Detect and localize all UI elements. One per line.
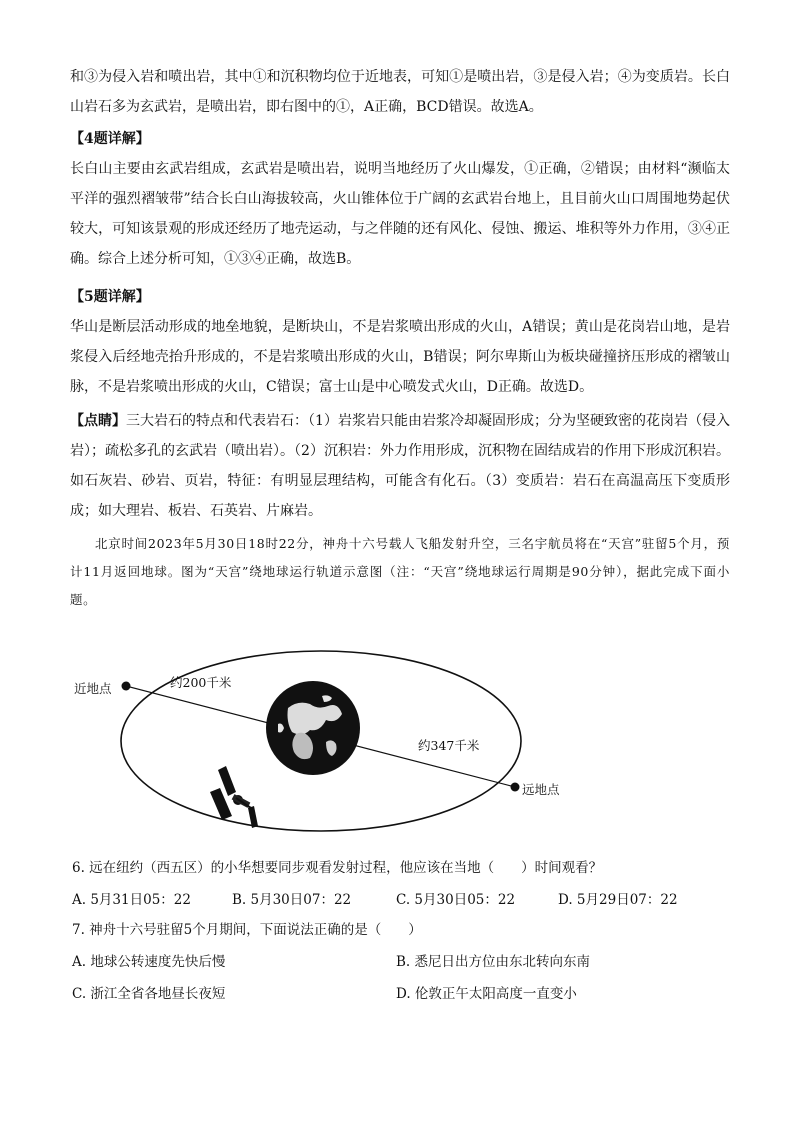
far-distance-label: 约347千米 <box>418 738 480 753</box>
q6-stem: 6. 远在纽约（西五区）的小华想要同步观看发射过程，他应该在当地（ ）时间观看？ <box>72 860 603 876</box>
q6-options <box>72 890 732 910</box>
earth-icon <box>266 681 360 775</box>
perigee-label: 近地点 <box>74 681 112 696</box>
q5-explanation: 华山是断层活动形成的地垒地貌，是断块山，不是岩浆喷出形成的火山，A错误；黄山是花岗岩山地，是岩浆侵入后经地壳抬升形成的，不是岩浆喷出形成的火山，B错误；阿尔卑斯山为板块碰撞挤压形成的褶皱山脉，不是岩浆喷出形成的火山，C错误；富士山是中心喷发式火山，D正确。故选D。 <box>70 319 730 395</box>
q4-explanation: 长白山主要由玄武岩组成，玄武岩是喷出岩，说明当地经历了火山爆发，①正确，②错误；由材料“濒临太平洋的强烈褶皱带”结合长白山海拔较高，火山锥体位于广阔的玄武岩台地上，且目前火山口周围地势起伏较大，可知该景观的形成还经历了地壳运动，与之伴随的还有风化、侵蚀、搬运、堆积等外力作用，③④正确。综合上述分析可知，①③④正确，故选B。 <box>70 161 730 267</box>
q7-options-row1 <box>72 952 732 972</box>
q4-heading: 【4题详解】 <box>70 131 150 147</box>
q7-stem: 7. 神舟十六号驻留5个月期间，下面说法正确的是（ ） <box>72 922 422 938</box>
q7-options-row2 <box>72 984 732 1004</box>
q6-option-c[interactable]: C. 5月30日05：22 <box>396 892 516 908</box>
q6-option-b[interactable]: B. 5月30日07：22 <box>232 892 352 908</box>
near-distance-label: 约200千米 <box>170 675 232 690</box>
tip-paragraph <box>70 406 730 526</box>
q5-heading: 【5题详解】 <box>70 289 150 305</box>
material-paragraph: 北京时间2023年5月30日18时22分，神舟十六号载人飞船发射升空，三名宇航员将在“天宫”驻留5个月，预计11月返回地球。图为“天宫”绕地球运行轨道示意图（注：“天宫”绕地球运行周期是90分钟），据此完成下面小题。 <box>70 536 730 607</box>
q7-option-a[interactable]: A. 地球公转速度先快后慢 <box>72 954 226 970</box>
q6-option-d[interactable]: D. 5月29日07：22 <box>558 892 678 908</box>
q7-option-c[interactable]: C. 浙江全省各地昼长夜短 <box>72 986 226 1002</box>
apogee-dot <box>511 783 520 792</box>
tip-label: 【点睛】 <box>70 413 127 429</box>
apogee-label: 远地点 <box>522 782 560 797</box>
q7-option-b[interactable]: B. 悉尼日出方位由东北转向东南 <box>396 954 591 970</box>
q7-option-d[interactable]: D. 伦敦正午太阳高度一直变小 <box>396 986 577 1002</box>
perigee-dot <box>122 682 131 691</box>
intro-paragraph: 和③为侵入岩和喷出岩，其中①和沉积物均位于近地表，可知①是喷出岩，③是侵入岩；④为变质岩。长白山岩石多为玄武岩，是喷出岩，即右图中的①，A正确，BCD错误。故选A。 <box>70 69 730 115</box>
q6-option-a[interactable]: A. 5月31日05：22 <box>72 892 191 908</box>
tip-text: 三大岩石的特点和代表岩石：（1）岩浆岩只能由岩浆冷却凝固形成；分为坚硬致密的花岗岩（侵入岩）；疏松多孔的玄武岩（喷出岩）。（2）沉积岩：外力作用形成，沉积物在固结成岩的作用下形成沉积岩。如石灰岩、砂岩、页岩，特征：有明显层理结构，可能含有化石。（3）变质岩：岩石在高温高压下变质形成；如大理岩、板岩、石英岩、片麻岩。 <box>70 413 731 519</box>
orbit-diagram <box>60 630 580 850</box>
